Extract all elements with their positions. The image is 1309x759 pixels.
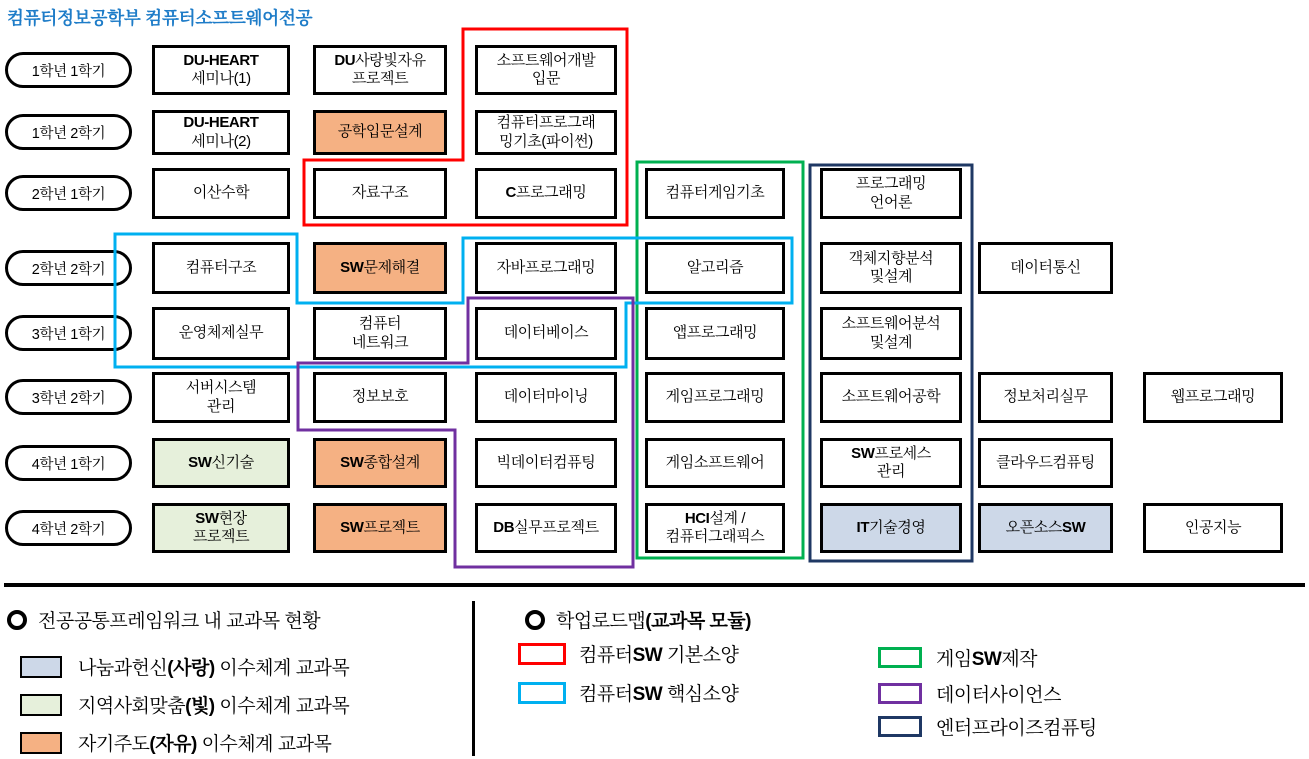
course-box-line: SW문제해결 bbox=[340, 258, 420, 276]
legend-vertical-divider bbox=[472, 601, 475, 756]
course-box-line: 세미나(2) bbox=[191, 132, 251, 150]
legend-roadmap-title bbox=[525, 606, 751, 633]
legend-module-label: 엔터프라이즈컴퓨팅 bbox=[936, 718, 1097, 739]
course-box-line: 알고리즘 bbox=[686, 258, 744, 276]
course-box bbox=[645, 372, 785, 423]
legend-module-label: 데이터사이언스 bbox=[936, 685, 1061, 706]
course-box bbox=[152, 307, 290, 360]
course-box-line: 및설계 bbox=[869, 268, 913, 285]
course-box-line: DU-HEART bbox=[183, 51, 259, 69]
course-box-line: 빅데이터컴퓨팅 bbox=[496, 453, 596, 471]
course-box-line: 언어론 bbox=[869, 193, 913, 211]
legend-swatch-lightgreen bbox=[20, 694, 62, 716]
course-box-line: IT기술경영 bbox=[856, 518, 926, 536]
course-box-line: 게임소프트웨어 bbox=[665, 453, 765, 471]
legend-item-label: 지역사회맞춤(빛) 이수체계 교과목 bbox=[78, 696, 350, 717]
page-title: 컴퓨터정보공학부 컴퓨터소프트웨어전공 bbox=[7, 8, 313, 28]
legend-item-orange bbox=[20, 729, 331, 756]
module-swatch-red bbox=[518, 643, 566, 665]
course-box bbox=[475, 503, 617, 553]
course-box bbox=[152, 168, 290, 219]
course-box-line: 오픈소스SW bbox=[1005, 518, 1086, 536]
course-box bbox=[475, 110, 617, 155]
course-box-line: 데이터통신 bbox=[1010, 258, 1081, 276]
course-box bbox=[152, 372, 290, 423]
course-box-line: 컴퓨터 bbox=[358, 315, 402, 333]
course-box-line: 세미나(1) bbox=[191, 70, 251, 87]
legend-item-label: 나눔과헌신(사랑) 이수체계 교과목 bbox=[78, 658, 350, 679]
course-box-line: 프로그래밍 bbox=[855, 175, 927, 193]
legend-module-label: 컴퓨터SW 기본소양 bbox=[579, 645, 739, 666]
course-box bbox=[645, 168, 785, 219]
course-box bbox=[820, 168, 962, 219]
circle-bullet-icon bbox=[525, 610, 545, 630]
module-swatch-green bbox=[878, 647, 922, 668]
course-box-line: 소프트웨어분석 bbox=[841, 315, 941, 333]
course-box-line: 서버시스템 bbox=[185, 379, 257, 397]
course-box bbox=[152, 242, 290, 294]
semester-pill: 4학년 2학기 bbox=[5, 510, 132, 546]
course-box-line: SW프로젝트 bbox=[340, 518, 420, 536]
course-box-line: SW종합설계 bbox=[340, 453, 420, 471]
course-box-line: 소프트웨어개발 bbox=[496, 51, 596, 69]
course-box-line: DB실무프로젝트 bbox=[493, 518, 599, 536]
course-box-line: 관리 bbox=[876, 463, 906, 480]
course-box-line: 정보보호 bbox=[351, 388, 409, 406]
course-box-line: SW프로세스 bbox=[851, 444, 931, 462]
course-box bbox=[1143, 503, 1283, 553]
course-box bbox=[645, 242, 785, 294]
course-box-line: DU사랑빛자유 bbox=[334, 51, 426, 69]
horizontal-divider bbox=[4, 583, 1305, 587]
course-box bbox=[978, 438, 1113, 488]
course-box-line: 컴퓨터게임기초 bbox=[665, 184, 765, 202]
legend-module-label: 게임SW제작 bbox=[936, 649, 1038, 670]
module-swatch-purple bbox=[878, 683, 922, 704]
course-box bbox=[820, 372, 962, 423]
course-box bbox=[475, 372, 617, 423]
semester-pill: 2학년 2학기 bbox=[5, 250, 132, 286]
course-box bbox=[978, 503, 1113, 553]
course-box bbox=[152, 438, 290, 488]
legend-item-bluegray bbox=[20, 653, 349, 680]
course-box-line: 공학입문설계 bbox=[337, 123, 423, 141]
semester-pill: 3학년 1학기 bbox=[5, 315, 132, 351]
course-box-line: SW현장 bbox=[195, 509, 247, 527]
course-box bbox=[313, 438, 447, 488]
legend-framework-title bbox=[7, 606, 320, 633]
course-box bbox=[313, 242, 447, 294]
course-box bbox=[475, 307, 617, 360]
course-box bbox=[152, 503, 290, 553]
course-box-line: 밍기초(파이썬) bbox=[499, 132, 593, 150]
circle-bullet-icon bbox=[7, 610, 27, 630]
course-box-line: DU-HEART bbox=[183, 114, 259, 132]
legend-module-red bbox=[518, 640, 738, 667]
course-box-line: SW신기술 bbox=[188, 453, 254, 471]
course-box bbox=[475, 242, 617, 294]
semester-pill: 2학년 1학기 bbox=[5, 175, 132, 211]
course-box-line: 게임프로그래밍 bbox=[665, 388, 765, 406]
course-box-line: 컴퓨터그래픽스 bbox=[665, 528, 765, 545]
course-box bbox=[152, 110, 290, 155]
course-box bbox=[1143, 372, 1283, 423]
course-box-line: 프로젝트 bbox=[351, 70, 409, 87]
legend-module-label: 컴퓨터SW 핵심소양 bbox=[579, 684, 739, 705]
course-box-line: 데이터마이닝 bbox=[503, 388, 589, 406]
course-box bbox=[645, 438, 785, 488]
course-box bbox=[313, 45, 447, 95]
course-box-line: 객체지향분석 bbox=[848, 249, 934, 267]
legend-module-cyan bbox=[518, 679, 738, 706]
course-box-line: 및설계 bbox=[869, 333, 913, 351]
legend-item-label: 자기주도(자유) 이수체계 교과목 bbox=[78, 734, 332, 755]
course-box bbox=[820, 438, 962, 488]
course-box-line: HCI설계 / bbox=[684, 509, 746, 527]
course-box-line: 네트워크 bbox=[351, 333, 409, 351]
course-box bbox=[313, 503, 447, 553]
course-box-line: 인공지능 bbox=[1184, 518, 1242, 536]
legend-framework-title-text: 전공공통프레임워크 내 교과목 현황 bbox=[38, 611, 321, 632]
course-box bbox=[152, 45, 290, 95]
course-box bbox=[820, 242, 962, 294]
semester-pill: 1학년 2학기 bbox=[5, 114, 132, 150]
course-box-line: C프로그래밍 bbox=[505, 184, 587, 202]
course-box bbox=[820, 503, 962, 553]
course-box-line: 웹프로그래밍 bbox=[1170, 388, 1256, 406]
course-box-line: 데이터베이스 bbox=[503, 324, 589, 342]
course-box-line: 자바프로그래밍 bbox=[496, 258, 596, 276]
course-box-line: 자료구조 bbox=[351, 184, 409, 202]
course-box bbox=[645, 307, 785, 360]
course-box-line: 컴퓨터구조 bbox=[185, 258, 257, 276]
legend-module-purple bbox=[878, 680, 1061, 707]
legend-module-green bbox=[878, 644, 1037, 671]
course-box bbox=[645, 503, 785, 553]
course-box bbox=[313, 372, 447, 423]
course-box bbox=[313, 307, 447, 360]
legend-swatch-bluegray bbox=[20, 656, 62, 678]
legend-module-navy bbox=[878, 713, 1097, 740]
module-swatch-cyan bbox=[518, 682, 566, 704]
course-box-line: 관리 bbox=[206, 397, 236, 415]
course-box-line: 이산수학 bbox=[192, 184, 250, 202]
legend-roadmap-title-text: 학업로드맵(교과목 모듈) bbox=[556, 611, 751, 632]
semester-pill: 1학년 1학기 bbox=[5, 52, 132, 88]
course-box bbox=[978, 372, 1113, 423]
course-box-line: 소프트웨어공학 bbox=[841, 388, 941, 406]
course-box bbox=[978, 242, 1113, 294]
course-box-line: 컴퓨터프로그래 bbox=[496, 114, 596, 132]
module-swatch-navy bbox=[878, 716, 922, 737]
course-box-line: 정보처리실무 bbox=[1003, 388, 1088, 406]
semester-pill: 4학년 1학기 bbox=[5, 445, 132, 481]
course-box bbox=[313, 168, 447, 219]
course-box bbox=[475, 168, 617, 219]
course-box-line: 앱프로그래밍 bbox=[672, 324, 758, 342]
course-box-line: 클라우드컴퓨팅 bbox=[996, 453, 1095, 471]
course-box bbox=[820, 307, 962, 360]
course-box bbox=[475, 45, 617, 95]
course-box-line: 입문 bbox=[531, 70, 561, 87]
semester-pill: 3학년 2학기 bbox=[5, 379, 132, 415]
course-box bbox=[475, 438, 617, 488]
course-box-line: 운영체제실무 bbox=[178, 324, 264, 342]
legend-item-lightgreen bbox=[20, 691, 349, 718]
course-box bbox=[313, 110, 447, 155]
legend-swatch-orange bbox=[20, 732, 62, 754]
course-box-line: 프로젝트 bbox=[192, 528, 250, 545]
